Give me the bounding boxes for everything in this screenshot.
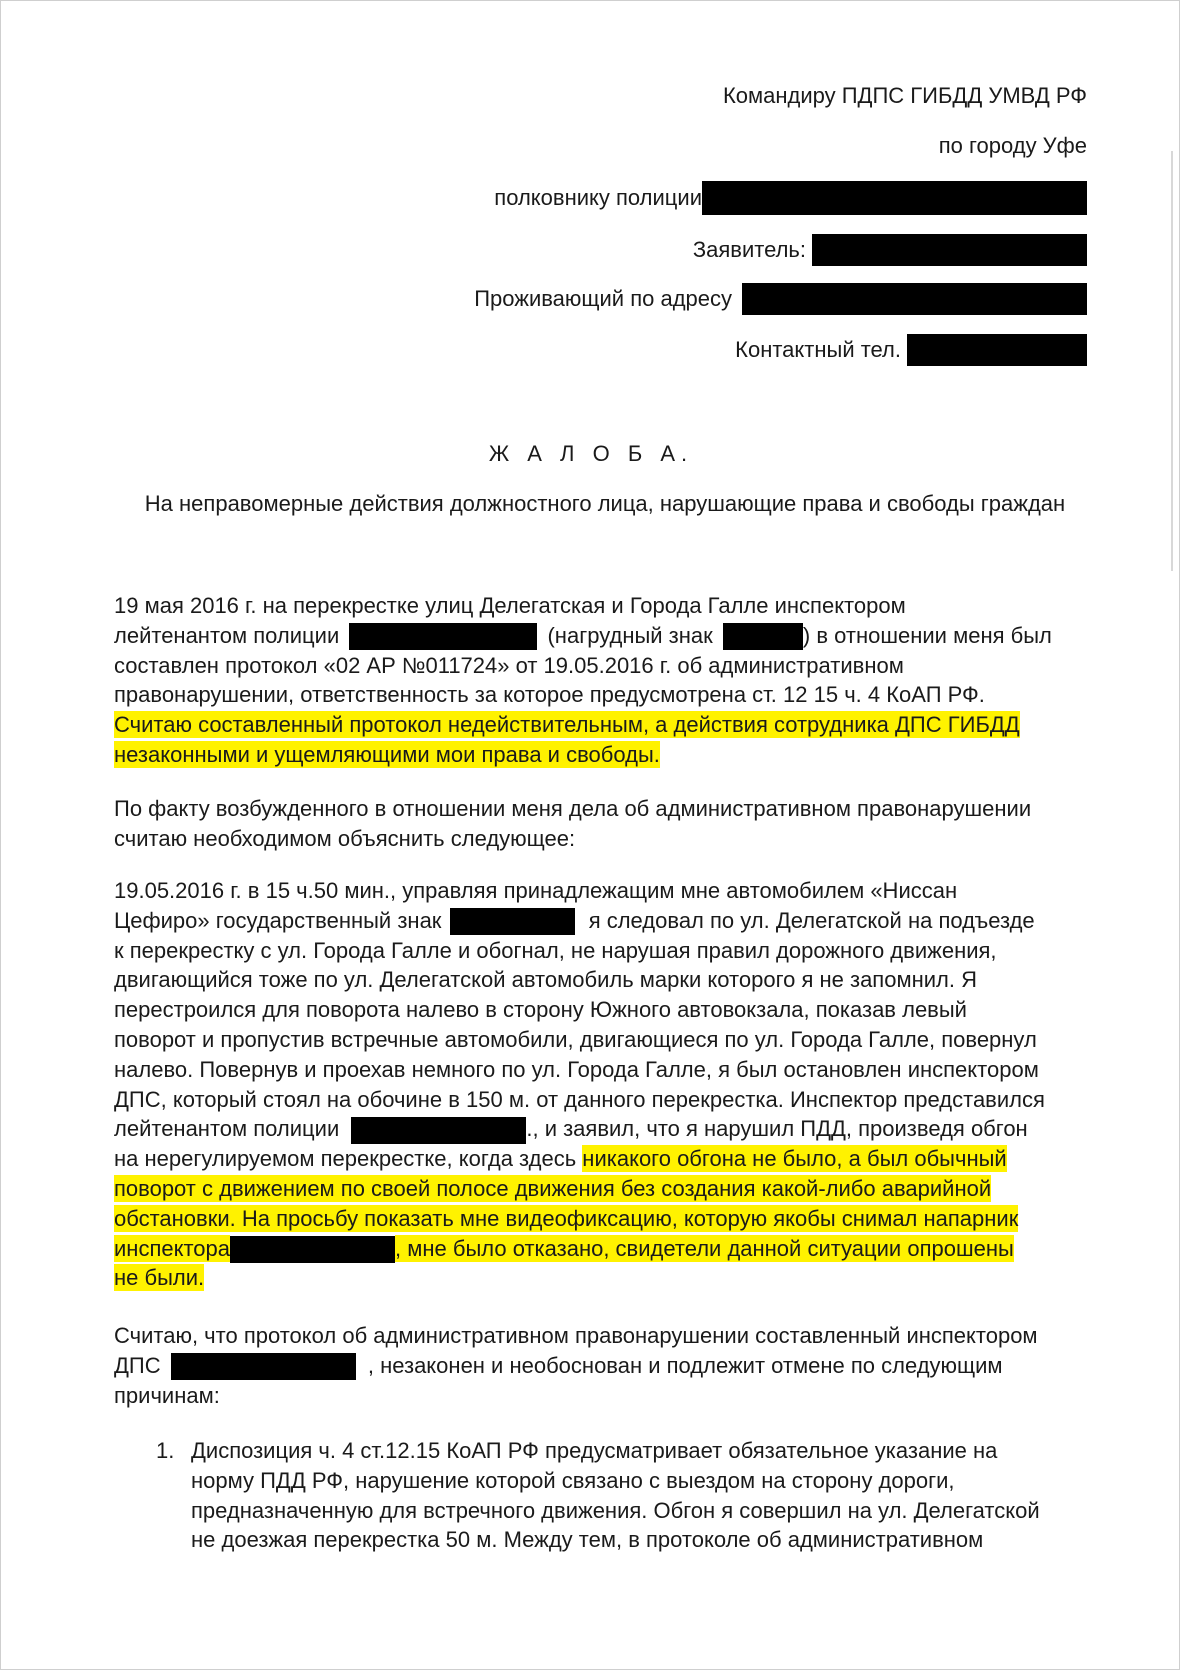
header-phone: Контактный тел. [735,334,1087,366]
highlighted-text: инспектора [114,1235,230,1261]
redaction-box [349,623,537,650]
highlighted-text: , мне было отказано, свидетели данной ситуации опрошены [395,1235,1014,1261]
paragraph-2: По факту возбужденного в отношении меня дела об административном правонарушении считаю необходимом объяснить следующее: [114,796,1032,851]
paragraph-4: Считаю, что протокол об административном правонарушении составленный инспектором ДПС , незаконен и необоснован и подлежит отмене по следующим причинам: [114,1323,1038,1408]
highlighted-text: не были. [114,1265,205,1291]
redaction-box [351,1117,526,1144]
redaction-box [742,283,1087,315]
header-applicant: Заявитель: [693,234,1087,266]
header-city: по городу Уфе [938,133,1087,158]
header-addressee: Командиру ПДПС ГИБДД УМВД РФ [722,83,1087,108]
paragraph-1: 19 мая 2016 г. на перекрестке улиц Делегатская и Города Галле инспектором лейтенантом полиции (нагрудный знак ) в отношении меня был составлен протокол «02 АР №011724» от 19.05.2016 г. об административном правонарушении, ответственность за которое предусмотрена ст. 12 15 ч. 4 КоАП РФ. Считаю составленный протокол недействительным, а действия сотрудника ДПС ГИБДД незаконными и ущемляющими мои права и свободы. [114,593,1052,767]
redaction-box [723,623,803,650]
highlighted-text: Считаю составленный протокол недействительным, а действия сотрудника ДПС ГИБДД [114,712,1020,738]
redaction-box [171,1353,356,1380]
header-address: Проживающий по адресу [474,283,1087,315]
paragraph-3: 19.05.2016 г. в 15 ч.50 мин., управляя принадлежащим мне автомобилем «Ниссан Цефиро» государственный знак я следовал по ул. Делегатской на подъезде к перекрестку с ул. Города Галле и обогнал, не нарушая правил дорожного движения, двигающийся тоже по ул. Делегатской автомобиль марки которого я не запомнил. Я перестроился для поворота налево в сторону Южного автовокзала, показав левый поворот и пропустив встречные автомобили, двигающиеся по ул. Города Галле, повернул налево. Повернув и проехав немного по ул. Города Галле, я был остановлен инспектором ДПС, который стоял на обочине в 150 м. от данного перекрестка. Инспектор представился лейтенантом полиции ., и заявил, что я нарушил ПДД, произведя обгон на нерегулируемом перекрестке, когда здесь никакого обгона не было, а был обычный поворот с движением по своей полосе движения без создания какой-либо аварийной обстановки. На просьбу показать мне видеофиксацию, которую якобы снимал напарник инспектора , мне было отказано, свидетели данной ситуации опрошены не были. [114,878,1045,1291]
redaction-box [450,908,575,935]
header-colonel: полковнику полиции [494,181,1087,215]
redaction-box [230,1236,395,1263]
list-number: 1. [156,1438,175,1463]
highlighted-text: незаконными и ущемляющими мои права и свободы. [114,741,660,767]
document-subtitle: На неправомерные действия должностного лица, нарушающие права и свободы граждан [144,491,1066,516]
numbered-list-item: 1. Диспозиция ч. 4 ст.12.15 КоАП РФ предусматривает обязательное указание на норму ПДД РФ, нарушение которой связано с выездом на сторону дороги, предназначенную для встречного движения. Обгон я совершил на ул. Делегатской не доезжая перекрестка 50 м. Между тем, в протоколе об административном [156,1438,1040,1553]
highlighted-text: обстановки. На просьбу показать мне видеофиксацию, которую якобы снимал напарник [114,1205,1019,1231]
redaction-box [907,334,1087,366]
highlighted-text: поворот с движением по своей полосе движения без создания какой-либо аварийной [114,1175,992,1201]
highlighted-text: никакого обгона не было, а был обычный [582,1146,1007,1172]
document-title: Ж А Л О Б А. [488,441,694,466]
redaction-box [812,234,1087,266]
redaction-box [702,181,1087,215]
